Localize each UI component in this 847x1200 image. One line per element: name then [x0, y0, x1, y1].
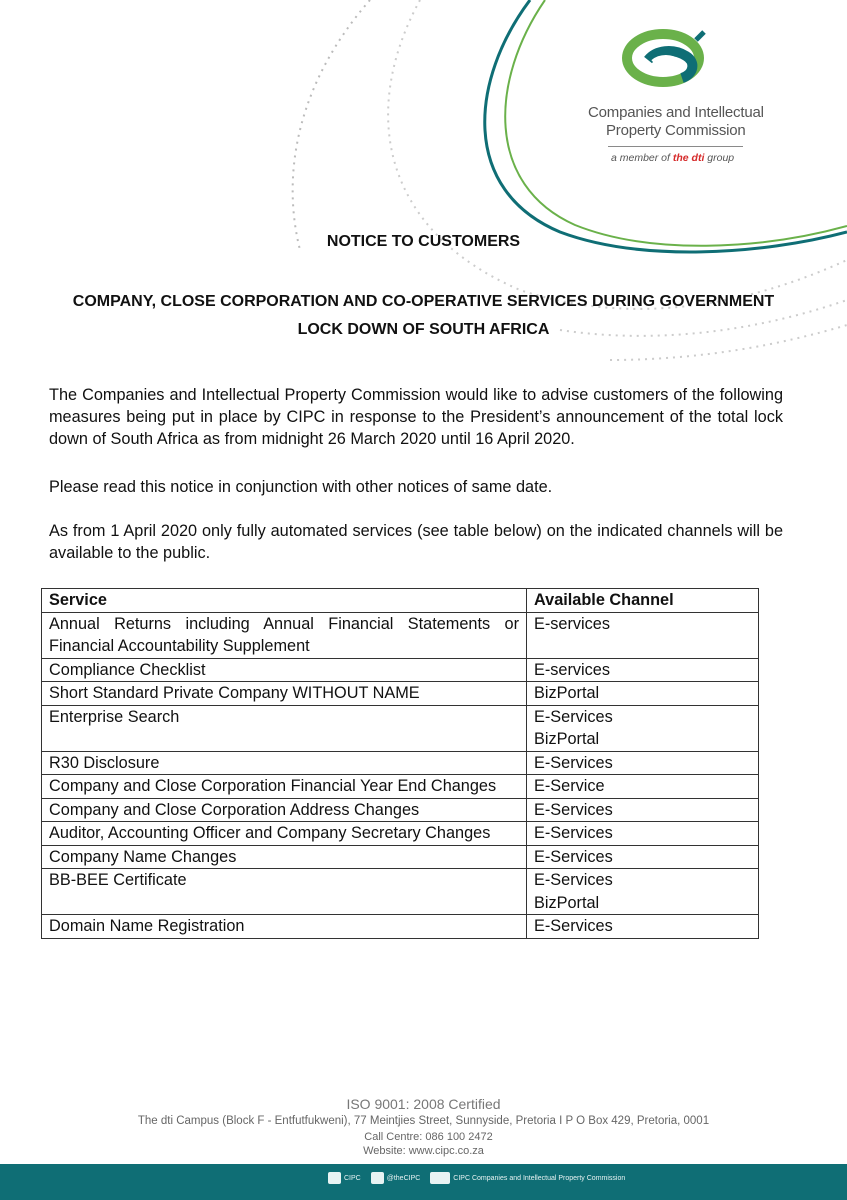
service-cell: Auditor, Accounting Officer and Company Secretary Changes — [42, 822, 527, 846]
notice-headline: COMPANY, CLOSE CORPORATION AND CO-OPERATIVE SERVICES DURING GOVERNMENT LOCK DOWN OF SOUTH AFRICA — [72, 293, 775, 338]
service-cell: R30 Disclosure — [42, 751, 527, 775]
channel-cell: E-Services BizPortal — [527, 705, 759, 751]
service-cell: Compliance Checklist — [42, 658, 527, 682]
service-cell: Company and Close Corporation Address Changes — [42, 798, 527, 822]
social-twitter[interactable]: @theCIPC — [371, 1172, 421, 1184]
footer-address: The dti Campus (Block F - Entfutfukweni), 77 Meintjies Street, Sunnyside, Pretoria I P O Box 429, Pretoria, 0001 — [137, 1115, 710, 1127]
logo-divider — [608, 146, 743, 147]
youtube-icon — [430, 1172, 450, 1184]
table-row — [42, 751, 759, 775]
service-cell: Short Standard Private Company WITHOUT NAME — [42, 682, 527, 706]
logo-tagline: a member of the dti group — [611, 152, 735, 164]
table-row — [42, 705, 759, 751]
twitter-icon — [371, 1172, 384, 1184]
availability-paragraph: As from 1 April 2020 only fully automated services (see table below) on the indicated channels will be available to the public. — [49, 522, 783, 562]
channel-cell: E-Service — [527, 775, 759, 799]
channel-cell: E-Services — [527, 915, 759, 939]
channel-cell: E-Services — [527, 822, 759, 846]
table-row — [42, 798, 759, 822]
table-header-row — [42, 589, 759, 613]
org-name: Companies and Intellectual Property Commission — [588, 104, 764, 139]
table-row — [42, 869, 759, 915]
table-row — [42, 658, 759, 682]
service-cell: Company Name Changes — [42, 845, 527, 869]
table-row — [42, 845, 759, 869]
channel-cell: E-Services — [527, 798, 759, 822]
footer-website[interactable]: Website: www.cipc.co.za — [363, 1145, 484, 1157]
social-links — [328, 1172, 625, 1184]
service-column-header: Service — [42, 589, 527, 613]
footer-call-centre: Call Centre: 086 100 2472 — [364, 1131, 493, 1143]
services-table — [41, 588, 759, 939]
notice-title: NOTICE TO CUSTOMERS — [326, 233, 521, 250]
channel-cell: E-Services BizPortal — [527, 869, 759, 915]
table-row — [42, 682, 759, 706]
service-cell: Domain Name Registration — [42, 915, 527, 939]
service-cell: Company and Close Corporation Financial Year End Changes — [42, 775, 527, 799]
table-row — [42, 775, 759, 799]
iso-certification: ISO 9001: 2008 Certified — [346, 1096, 501, 1112]
read-in-conjunction-paragraph: Please read this notice in conjunction with other notices of same date. — [49, 478, 553, 496]
channel-cell: E-services — [527, 612, 759, 658]
service-cell: BB-BEE Certificate — [42, 869, 527, 915]
table-row — [42, 612, 759, 658]
table-row — [42, 915, 759, 939]
channel-cell: E-Services — [527, 845, 759, 869]
social-youtube[interactable]: CIPC Companies and Intellectual Property Commission — [430, 1172, 625, 1184]
channel-cell: E-Services — [527, 751, 759, 775]
channel-column-header: Available Channel — [527, 589, 759, 613]
social-facebook[interactable]: CIPC — [328, 1172, 361, 1184]
intro-paragraph: The Companies and Intellectual Property Commission would like to advise customers of the following measures being put in place by CIPC in response to the President’s announcement of the total lock down of South Africa as from midnight 26 March 2020 until 16 April 2020. — [49, 386, 783, 448]
service-cell: Annual Returns including Annual Financial Statements or Financial Accountability Supplement — [42, 612, 527, 658]
channel-cell: BizPortal — [527, 682, 759, 706]
facebook-icon — [328, 1172, 341, 1184]
table-row — [42, 822, 759, 846]
service-cell: Enterprise Search — [42, 705, 527, 751]
channel-cell: E-services — [527, 658, 759, 682]
